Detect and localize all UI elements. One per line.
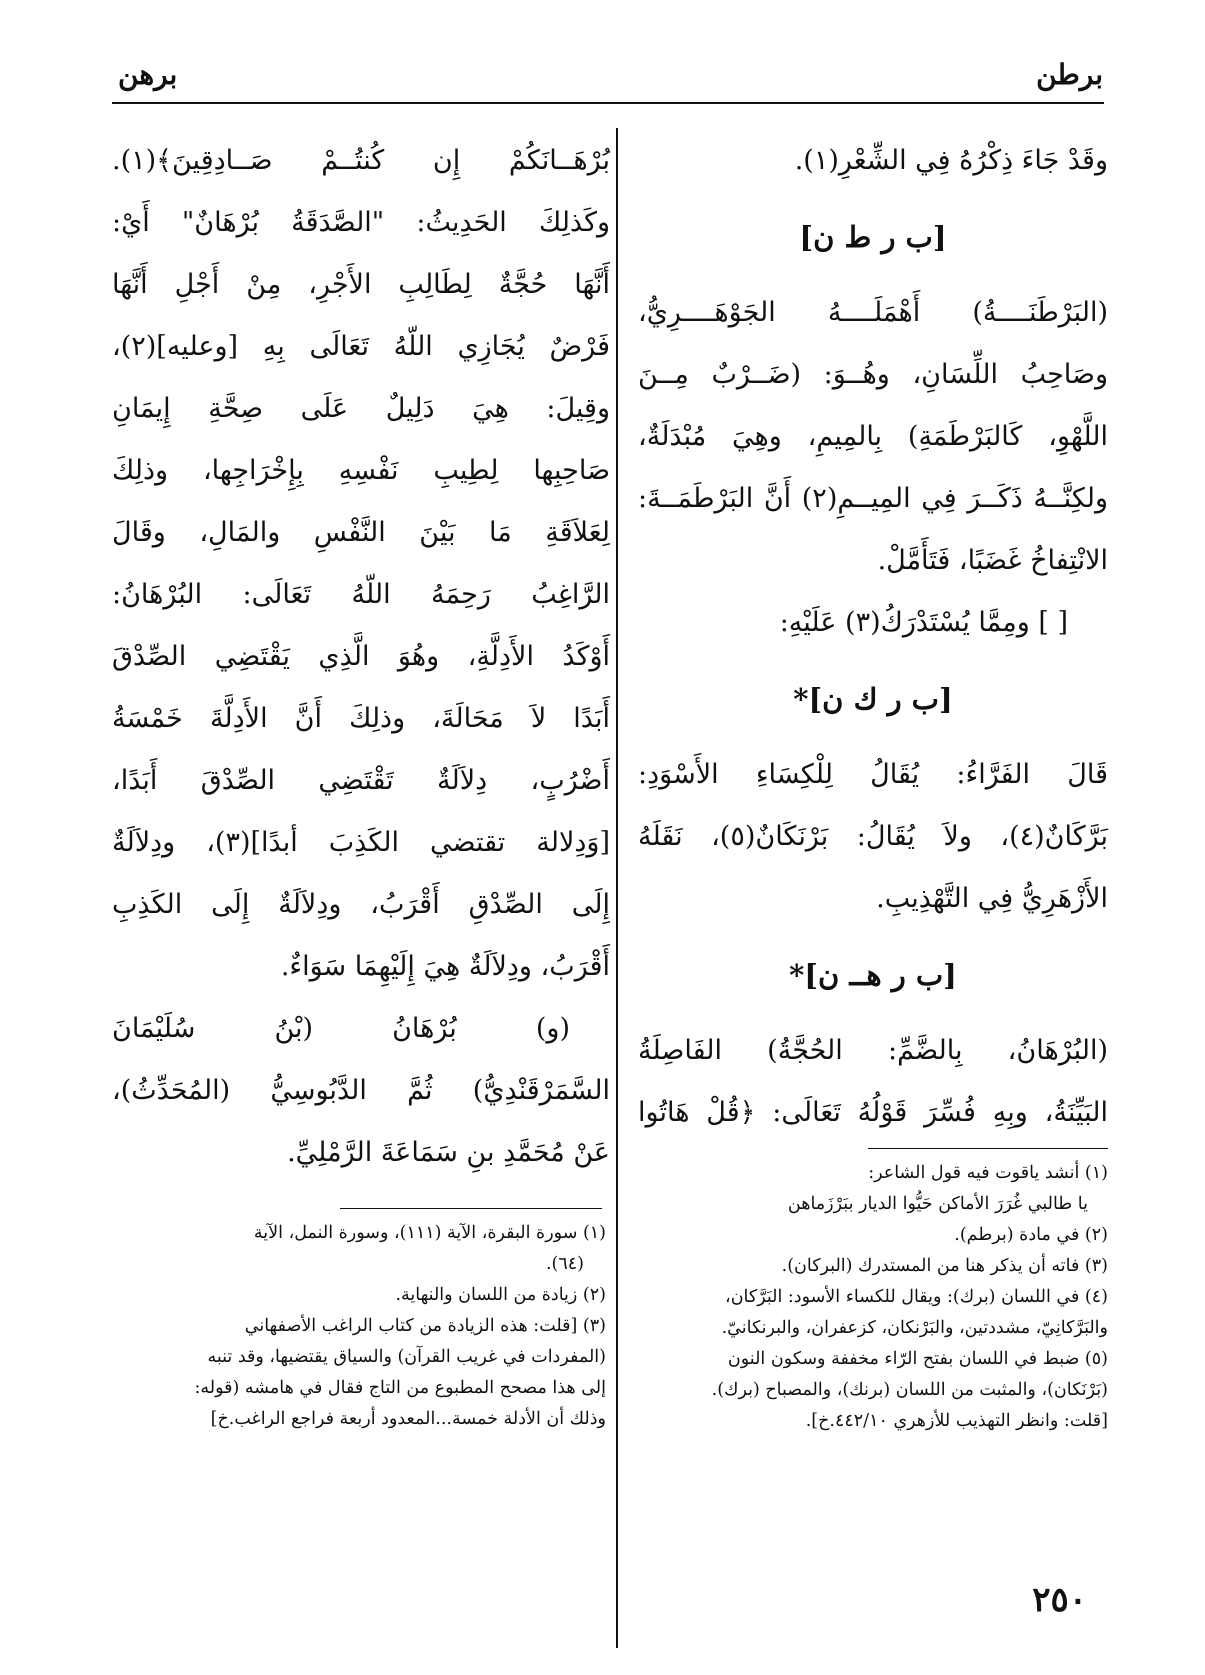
footnote-line: والبَرَّكانِيّ، مشددتين، والبَرْنكان، كزعفران، والبرنكانيّ.: [721, 1318, 1108, 1338]
verse-hemistich-second: حَيُّوا الديار ببَرْزَماهن: [787, 1194, 933, 1214]
text-line: لِعَلاَقَةِ مَا بَيْنَ النَّفْسِ والمَالِ، وقَالَ: [112, 517, 610, 548]
footnote-line: (١) أنشد ياقوت فيه قول الشاعر:: [868, 1163, 1108, 1183]
column-separator: [616, 128, 618, 1648]
right-column: [638, 130, 1108, 1144]
text-line: (و) بُرْهَانُ (بْنُ سُلَيْمَانَ: [112, 1013, 570, 1044]
verse-hemistich-first: يا طالبي غُرَرَ الأماكن: [938, 1194, 1088, 1214]
text-line: وكَذلِكَ الحَدِيثُ: "الصَّدَقَةُ بُرْهَانٌ" أَيْ:: [112, 207, 610, 238]
text-line: وقِيلَ: هِيَ دَلِيلٌ عَلَى صِحَّةِ إِيمَانِ: [112, 393, 610, 424]
footnote-line: (٣) [قلت: هذه الزيادة من كتاب الراغب الأصفهاني: [244, 1316, 606, 1336]
footnote-line: (١) سورة البقرة، الآية (١١١)، وسورة النمل، الآية: [253, 1223, 606, 1243]
text-line: أَضْرُبٍ، دِلاَلَةٌ تَقْتَضِي الصِّدْقَ أَبَدًا،: [112, 765, 610, 796]
text-line: أَنَّهَا حُجَّةٌ لِطَالِبِ الأَجْرِ، مِنْ أَجْلِ أَنَّهَا: [112, 269, 610, 300]
text-line: عَنْ مُحَمَّدِ بنِ سَمَاعَةَ الرَّمْلِيِّ.: [287, 1137, 610, 1168]
footnote-verse: [638, 1189, 1108, 1220]
header-right-entry: برطن: [1036, 58, 1103, 91]
text-line: صَاحِبِها لِطِيبِ نَفْسِهِ بِإِخْرَاجِها، وذلِكَ: [112, 455, 610, 486]
left-footnotes: [112, 1218, 606, 1435]
text-line: (البُرْهَانُ، بِالضَّمِّ: الحُجَّةُ) الفَاصِلَةُ: [638, 1035, 1108, 1066]
text-line: فَرْضٌ يُجَازِي اللّهُ تَعَالَى بِهِ [وعليه](٢)،: [112, 331, 610, 362]
footnote-line: (٦٤).: [545, 1254, 584, 1274]
text-line: الانْتِفاخُ غَضَبًا، فَتَأَمَّلْ.: [877, 545, 1108, 576]
text-line: وقَدْ جَاءَ ذِكْرُهُ فِي الشِّعْرِ(١).: [794, 145, 1108, 176]
text-line: الأَزْهَرِيُّ فِي التَّهْذِيبِ.: [876, 883, 1108, 914]
footnote-line: (٥) ضبط في اللسان بفتح الرّاء مخففة وسكون النون: [727, 1349, 1108, 1369]
footnote-line: إلى هذا مصحح المطبوع من التاج فقال في هامشه (قوله:: [194, 1378, 606, 1398]
text-line: إِلَى الصِّدْقِ أَقْرَبُ، ودِلاَلَةٌ إِلَى الكَذِبِ: [112, 889, 610, 920]
text-line: وصَاحِبُ اللِّسَانِ، وهُــوَ: (ضَــرْبٌ مِــنَ: [638, 359, 1108, 390]
text-line: (البَرْطَنَــــةُ) أَهْمَلَــــهُ الجَوْهَــــرِيُّ،: [638, 297, 1108, 328]
footnote-line: (٤) في اللسان (برك): ويقال للكساء الأسود: البَرَّكان،: [725, 1287, 1108, 1307]
footnote-line: (بَرْنَكان)، والمثبت من اللسان (برنك)، والمصباح (برك).: [711, 1380, 1108, 1400]
right-footnotes: [638, 1158, 1108, 1437]
text-line: السَّمَرْقَنْدِيُّ) ثُمَّ الدَّبُوسِيُّ (المُحَدِّثُ)،: [112, 1075, 610, 1106]
header-rule: [112, 102, 1104, 104]
left-column: [112, 130, 610, 1184]
text-line: البَيِّنَةُ، وبِهِ فُسِّرَ قَوْلُهُ تَعَالَى: ﴿قُلْ هَاتُوا: [638, 1097, 1108, 1128]
text-line: بُرْهَــانَكُمْ إِن كُنتُــمْ صَــادِقِينَ﴾(١).: [112, 145, 610, 176]
header-left-entry: برهن: [118, 58, 178, 91]
footnote-line: [قلت: وانظر التهذيب للأزهري ٤٤٢/١٠.خ].: [805, 1411, 1108, 1431]
footnote-line: (٢) في مادة (برطم).: [954, 1225, 1108, 1245]
text-line: اللَّهْوِ، كَالبَرْطَمَةِ) بِالمِيمِ، وهِيَ مُبْدَلَةٌ،: [638, 421, 1108, 452]
text-line: [وَدِلالة تقتضي الكَذِبَ أبدًا](٣)، ودِلاَلَةٌ: [112, 827, 610, 858]
text-line: أَقْرَبُ، ودِلاَلَةٌ هِيَ إِلَيْهِمَا سَوَاءٌ.: [280, 951, 610, 982]
footnote-rule-right: [868, 1148, 1108, 1149]
text-line: أَبَدًا لاَ مَحَالَةَ، وذلِكَ أَنَّ الأَدِلَّةَ خَمْسَةُ: [112, 703, 610, 734]
page-number: ٢٥٠: [1032, 1580, 1087, 1620]
text-line: بَرَّكَانٌ(٤)، ولاَ يُقَالُ: بَرْنَكَانٌ(٥)، نَقَلَهُ: [638, 821, 1108, 852]
text-line: [ ] ومِمَّا يُسْتَدْرَكُ(٣) عَلَيْهِ:: [779, 607, 1068, 638]
footnote-line: (٣) فاته أن يذكر هنا من المستدرك (البركان).: [781, 1256, 1108, 1276]
footnote-rule-left: [340, 1208, 602, 1209]
footnote-line: (٢) زيادة من اللسان والنهاية.: [395, 1285, 606, 1305]
entry-heading-brtn: [ب ر ط ن]: [799, 220, 947, 254]
text-line: ولكِنَّــهُ ذَكَــرَ فِي المِيــمِ(٢) أَنَّ البَرْطَمَــةَ:: [638, 483, 1108, 514]
text-line: الرَّاغِبُ رَحِمَهُ اللّهُ تَعَالَى: البُرْهَانُ:: [112, 579, 610, 610]
entry-heading-brkn: [ب ر ك ن]*: [793, 682, 953, 716]
footnote-line: (المفردات في غريب القرآن) والسياق يقتضيها، وقد تنبه: [207, 1347, 606, 1367]
text-line: قَالَ الفَرَّاءُ: يُقَالُ لِلْكِسَاءِ الأَسْوَدِ:: [638, 759, 1108, 790]
entry-heading-brhn: [ب ر هــ ن]*: [789, 958, 957, 992]
footnote-line: وذلك أن الأدلة خمسة...المعدود أربعة فراجع الراغب.خ]: [210, 1409, 606, 1429]
text-line: أَوْكَدُ الأَدِلَّةِ، وهُوَ الَّذِي يَقْتَضِي الصِّدْقَ: [112, 641, 610, 672]
